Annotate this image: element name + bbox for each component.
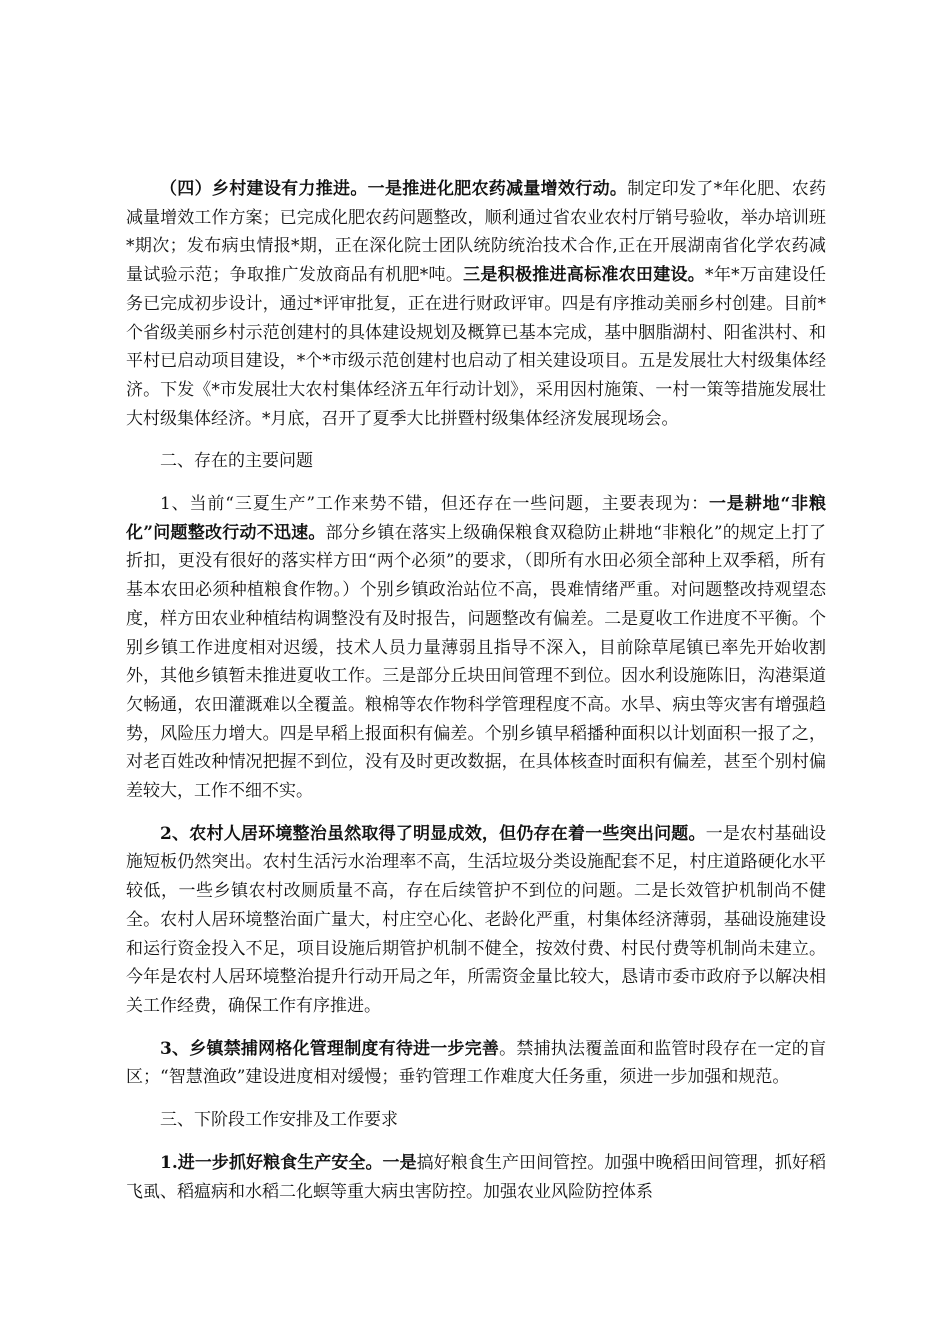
paragraph-heading: （四）乡村建设有力推进。: [160, 179, 368, 199]
bold-phrase: 一是耕地“非粮化”问题整改行动不迅速。: [126, 494, 826, 543]
paragraph-problem-1: [126, 490, 826, 806]
bold-phrase: 1.进一步抓好粮食生产安全。: [160, 1152, 383, 1173]
paragraph-problem-2: [126, 820, 826, 1021]
document-page: [126, 175, 826, 1220]
body-text: 搞好粮食生产田间管控。加强中晚稻田间管理，抓好稻飞虱、稻瘟病和水稻二化螟等重大病虫害防控。加强农业风险防控体系: [126, 1152, 827, 1202]
body-text: 。禁捕执法覆盖面和监管时段存在一定的盲区；“智慧渔政”建设进度相对缓慢；垂钓管理工作难度大任务重，须进一步加强和规范。: [126, 1038, 827, 1088]
body-text: 制定印发了*年化肥、农药减量增效工作方案；已完成化肥农药问题整改，顺利通过省农业农村厅销号验收，举办培训班*期次；发布病虫情报*期，正在深化院士团队统防统治技术合作,正在开展湖南省化学农药减量试验示范；争取推广发放商品有机肥*吨。: [126, 179, 827, 286]
bold-phrase: 一是推进化肥农药减量增效行动。: [367, 179, 628, 199]
bold-phrase: 2、农村人居环境整治虽然取得了明显成效，但仍存在着一些突出问题。: [160, 823, 706, 844]
bold-phrase: 一是: [382, 1152, 417, 1173]
paragraph-rural-construction: [126, 175, 826, 433]
bold-phrase: 3、乡镇禁捕网格化管理制度有待进一步完善: [160, 1038, 500, 1059]
paragraph-problem-3: [126, 1035, 826, 1092]
body-text: 部分乡镇在落实上级确保粮食双稳防止耕地“非粮化”的规定上打了折扣，更没有很好的落实样方田“两个必须”的要求，（即所有水田必须全部种上双季稻，所有基本农田必须种植粮食作物。）个别乡镇政治站位不高，畏难情绪严重。对问题整改持观望态度，样方田农业种植结构调整没有及时报告，问题整改有偏差。二是夏收工作进度不平衡。个别乡镇工作进度相对迟缓，技术人员力量薄弱且指导不深入，目前除草尾镇已率先开始收割外，其他乡镇暂未推进夏收工作。三是部分丘块田间管理不到位。因水利设施陈旧，沟港渠道欠畅通，农田灌溉难以全覆盖。粮棉等农作物科学管理程度不高。水旱、病虫等灾害有增强趋势，风险压力增大。四是早稻上报面积有偏差。个别乡镇早稻播种面积以计划面积一报了之，对老百姓改种情况把握不到位，没有及时更改数据，在具体核查时面积有偏差，甚至个别村偏差较大，工作不细不实。: [126, 522, 826, 802]
bold-phrase: 三是积极推进高标准农田建设。: [463, 265, 706, 286]
section-heading-next-steps: 三、下阶段工作安排及工作要求: [160, 1110, 398, 1131]
body-text: 一是农村基础设施短板仍然突出。农村生活污水治理率不高，生活垃圾分类设施配套不足，村庄道路硬化水平较低，一些乡镇农村改厕质量不高，存在后续管护不到位的问题。二是长效管护机制尚不健全。农村人居环境整治面广量大，村庄空心化、老龄化严重，村集体经济薄弱，基础设施建设和运行资金投入不足，项目设施后期管护机制不健全，按效付费、村民付费等机制尚未建立。今年是农村人居环境整治提升行动开局之年，所需资金量比较大，恳请市委市政府予以解决相关工作经费，确保工作有序推进。: [126, 823, 827, 1016]
paragraph-next-step-1: [126, 1149, 826, 1206]
body-text: *年*万亩建设任务已完成初步设计，通过*评审批复，正在进行财政评审。四是有序推动美丽乡村创建。目前*个省级美丽乡村示范创建村的具体建设规划及概算已基本完成，基中胭脂湖村、阳雀洪村、和平村已启动项目建设，*个*市级示范创建村也启动了相关建设项目。五是发展壮大村级集体经济。下发《*市发展壮大农村集体经济五年行动计划》，采用因村施策、一村一策等措施发展壮大村级集体经济。*月底，召开了夏季大比拼暨村级集体经济发展现场会。: [126, 265, 827, 429]
section-heading-problems: 二、存在的主要问题: [160, 451, 313, 472]
body-text: 1、当前“三夏生产”工作来势不错，但还存在一些问题，主要表现为：: [160, 494, 709, 515]
